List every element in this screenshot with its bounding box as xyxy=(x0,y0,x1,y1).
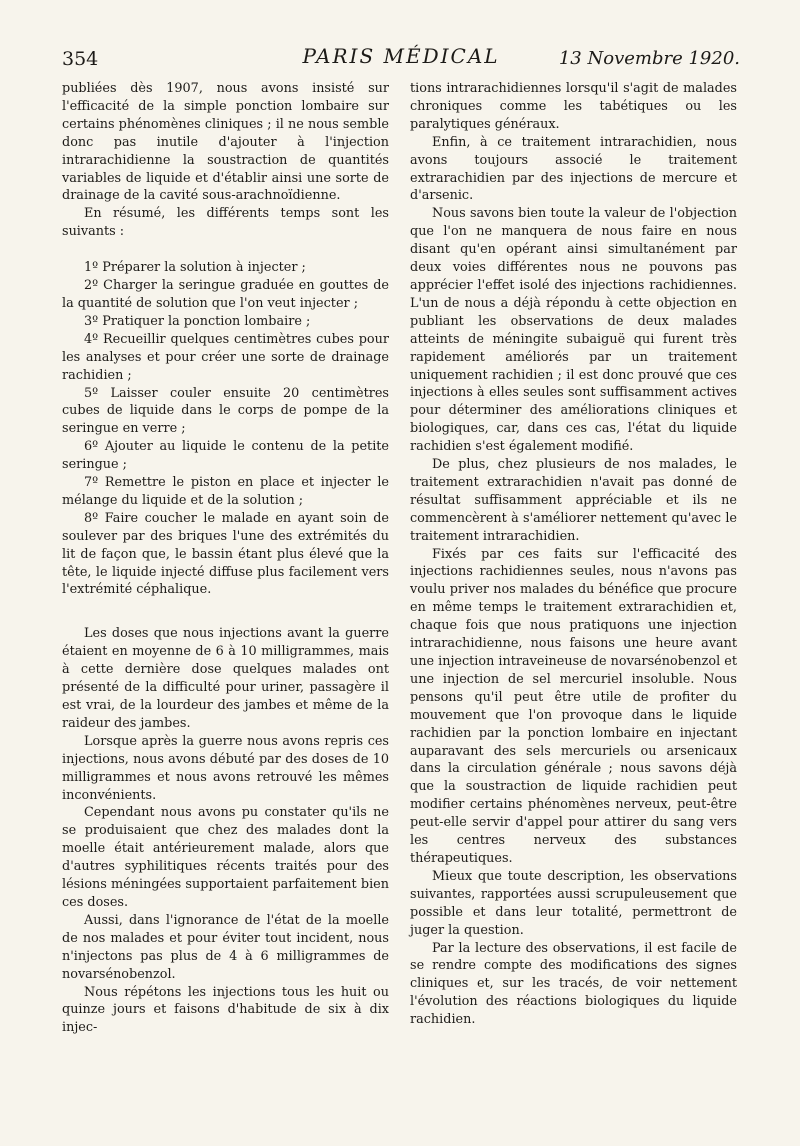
paragraph: Enfin, à ce traitement intrarachidien, nous avons toujours associé le traitement extrarachidien par des injections de mercure et d'arsenic. xyxy=(410,134,737,204)
issue-date: 13 Novembre 1920. xyxy=(558,48,740,69)
right-column xyxy=(410,80,737,1029)
paragraph: Nous répétons les injections tous les huit ou quinze jours et faisons d'habitude de six à dix injec- xyxy=(62,984,389,1036)
paragraph: publiées dès 1907, nous avons insisté sur l'efficacité de la simple ponction lombaire sur certains phénomènes cliniques ; il ne nous semble donc pas inutile d'ajouter à l'injection intrarachidienne la soustraction de quantités variables de liquide et d'établir ainsi une sorte de drainage de la cavité sous-arachnoïdienne. xyxy=(62,81,389,204)
paragraph: Nous savons bien toute la valeur de l'objection que l'on ne manquera de nous faire en nous disant qu'en opérant ainsi simultanément par deux voies différentes nous ne pouvons pas apprécier l'effet isolé des injections rachidiennes. L'un de nous a déjà répondu à cette objection en publiant les observations de deux malades atteints de méningite subaiguë qui furent très rapidement améliorés par un traitement uniquement rachidien ; il est donc prouvé que ces injections à elles seules sont suffisamment actives pour déterminer des améliorations cliniques et biologiques, car, dans ces cas, l'état du liquide rachidien s'est également modifié. xyxy=(410,206,737,455)
page-header xyxy=(62,44,740,74)
step-item: 6º Ajouter au liquide le contenu de la petite seringue ; xyxy=(62,439,389,473)
paragraph: Aussi, dans l'ignorance de l'état de la moelle de nos malades et pour éviter tout incident, nous n'injectons pas plus de 4 à 6 milligrammes de novarsénobenzol. xyxy=(62,912,389,982)
paragraph: Les doses que nous injections avant la guerre étaient en moyenne de 6 à 10 milligrammes, mais à cette dernière dose quelques malades ont présenté de la difficulté pour uriner, passagère il est vrai, de la lourdeur des jambes et même de la raideur des jambes. xyxy=(62,626,389,731)
step-item: 7º Remettre le piston en place et injecter le mélange du liquide et de la solution ; xyxy=(62,475,389,508)
page-number: 354 xyxy=(62,48,99,70)
step-item: 2º Charger la seringue graduée en gouttes de la quantité de solution que l'on veut injecter ; xyxy=(62,278,389,311)
paragraph: Mieux que toute description, les observations suivantes, rapportées aussi scrupuleusement que possible et dans leur totalité, permettront de juger la question. xyxy=(410,868,737,938)
paragraph: De plus, chez plusieurs de nos malades, le traitement extrarachidien n'avait pas donné de résultat suffisamment appréciable et ils ne commencèrent à s'améliorer nettement qu'avec le traitement intrarachidien. xyxy=(410,457,737,544)
step-item: 4º Recueillir quelques centimètres cubes pour les analyses et pour créer une sorte de drainage rachidien ; xyxy=(62,331,389,383)
journal-title: PARIS MÉDICAL xyxy=(302,44,500,68)
paragraph: Par la lecture des observations, il est facile de se rendre compte des modifications des signes cliniques et, sur les tracés, de voir nettement l'évolution des réactions biologiques du liquide rachidien. xyxy=(410,940,737,1028)
paragraph: tions intrarachidiennes lorsqu'il s'agit de malades chroniques comme les tabétiques ou les paralytiques généraux. xyxy=(410,81,737,132)
step-item: 1º Préparer la solution à injecter ; xyxy=(84,260,306,276)
paragraph: Fixés par ces faits sur l'efficacité des injections rachidiennes seules, nous n'avons pas voulu priver nos malades du bénéfice que procure en même temps le traitement extrarachidien et, chaque fois que nous pratiquons une injection intrarachidienne, nous faisons une heure avant une injection intraveineuse de novarsénobenzol et une injection de sel mercuriel insoluble. Nous pensons qu'il peut être utile de profiter du mouvement que l'on provoque dans le liquide rachidien par la ponction lombaire en injectant auparavant des sels mercuriels ou arsenicaux dans la circulation générale ; nous savons déjà que la soustraction de liquide rachidien peut modifier certains phénomènes nerveux, peut-être peut-elle servir d'appel pour attirer du sang vers les centres nerveux des substances thérapeutiques. xyxy=(410,546,737,866)
step-item: 8º Faire coucher le malade en ayant soin de soulever par des briques l'une des extrémités du lit de façon que, le bassin étant plus élevé que la tête, le liquide injecté diffuse plus facilement vers l'extrémité céphalique. xyxy=(62,510,389,598)
paragraph: Lorsque après la guerre nous avons repris ces injections, nous avons débuté par des doses de 10 milligrammes et nous avons retrouvé les mêmes inconvénients. xyxy=(62,733,389,803)
step-item: 3º Pratiquer la ponction lombaire ; xyxy=(84,313,311,329)
paragraph: Cependant nous avons pu constater qu'ils ne se produisaient que chez des malades dont la moelle était antérieurement malade, alors que d'autres syphilitiques récents traités pour des lésions méningées supportaient parfaitement bien ces doses. xyxy=(62,805,389,910)
left-column xyxy=(62,80,389,1037)
step-item: 5º Laisser couler ensuite 20 centimètres cubes de liquide dans le corps de pompe de la seringue en verre ; xyxy=(62,385,389,437)
paragraph: En résumé, les différents temps sont les suivants : xyxy=(62,206,389,240)
